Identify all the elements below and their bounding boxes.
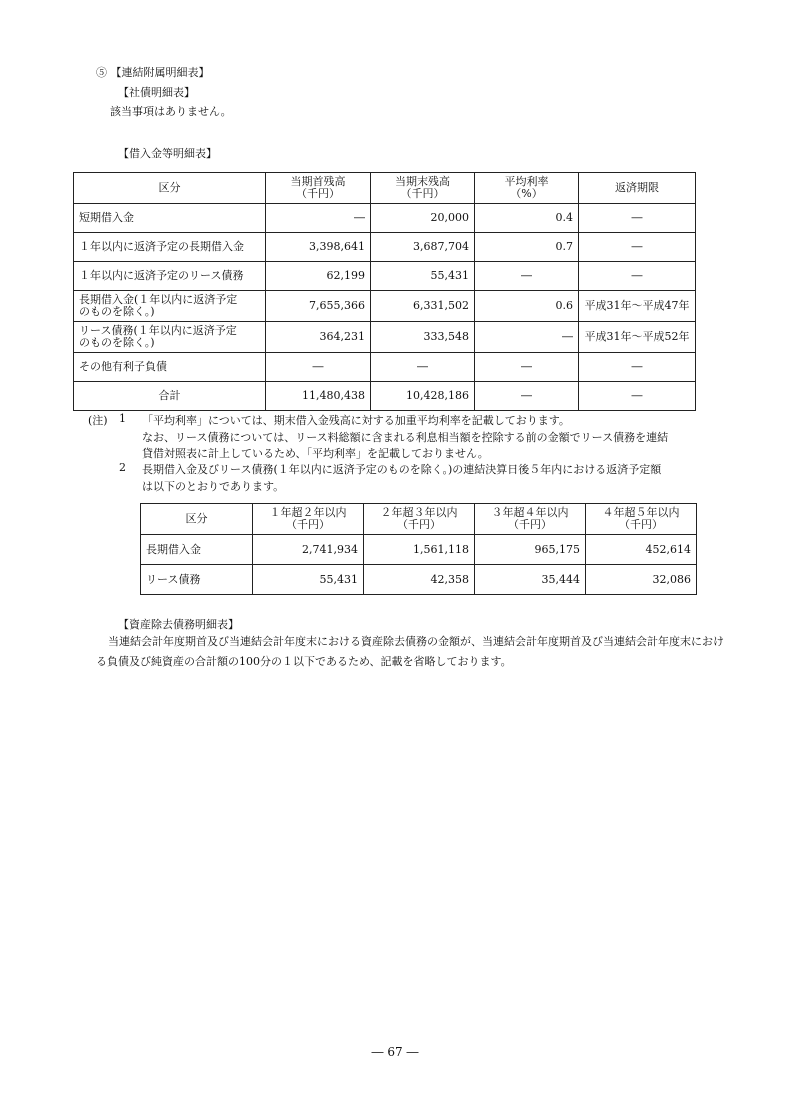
row-label: 合計 — [74, 382, 266, 411]
col-header: １年超２年以内 （千円） — [253, 504, 364, 535]
borrowings-heading: 【借入金等明細表】 — [118, 147, 217, 160]
table-row — [74, 322, 696, 353]
page-number: ― 67 ― — [371, 1045, 419, 1059]
cell: 3,398,641 — [266, 233, 371, 262]
note-1-line2: なお、リース債務については、リース料総額に含まれる利息相当額を控除する前の金額でリース債務を連結 — [142, 431, 669, 444]
cell: ― — [579, 233, 696, 262]
table-header-row — [141, 504, 697, 535]
cell: 364,231 — [266, 322, 371, 353]
cell: 452,614 — [586, 535, 697, 565]
table-row — [74, 262, 696, 291]
bonds-heading: 【社債明細表】 — [118, 86, 195, 99]
col-header: 区分 — [141, 504, 253, 535]
cell: 3,687,704 — [371, 233, 475, 262]
row-label: 短期借入金 — [74, 204, 266, 233]
cell: 6,331,502 — [371, 291, 475, 322]
cell: 965,175 — [475, 535, 586, 565]
cell: 11,480,438 — [266, 382, 371, 411]
cell: ― — [475, 382, 579, 411]
cell: 55,431 — [371, 262, 475, 291]
aro-text: 当連結会計年度期首及び当連結会計年度末における資産除去債務の金額が、当連結会計年度期首及び当連結会計年度末における負債及び純資産の合計額の100分の１以下であるため、記載を省略しております。 — [96, 635, 724, 668]
cell: 32,086 — [586, 565, 697, 595]
table-header-row — [74, 173, 696, 204]
table-row — [74, 233, 696, 262]
cell: 平成31年～平成52年 — [579, 322, 696, 353]
cell: 7,655,366 — [266, 291, 371, 322]
cell: ― — [475, 353, 579, 382]
col-header: 平均利率 （%） — [475, 173, 579, 204]
table-row — [74, 204, 696, 233]
cell: ― — [475, 262, 579, 291]
cell: ― — [579, 204, 696, 233]
cell: ― — [579, 382, 696, 411]
row-label: 長期借入金(１年以内に返済予定 のものを除く。) — [74, 291, 266, 322]
cell: 20,000 — [371, 204, 475, 233]
table-row — [141, 535, 697, 565]
notes-prefix: (注) — [88, 414, 108, 427]
cell: 10,428,186 — [371, 382, 475, 411]
repayment-schedule-table — [140, 503, 697, 595]
note-2-line2: は以下のとおりであります。 — [142, 480, 285, 493]
table-row — [141, 565, 697, 595]
col-header: ３年超４年以内 （千円） — [475, 504, 586, 535]
cell: 平成31年～平成47年 — [579, 291, 696, 322]
cell: 55,431 — [253, 565, 364, 595]
cell: 0.6 — [475, 291, 579, 322]
cell: ― — [579, 262, 696, 291]
aro-heading: 【資産除去債務明細表】 — [118, 618, 239, 631]
cell: ― — [266, 204, 371, 233]
cell: 0.4 — [475, 204, 579, 233]
cell: 333,548 — [371, 322, 475, 353]
cell: 62,199 — [266, 262, 371, 291]
note-1-number: 1 — [119, 412, 126, 425]
cell: 2,741,934 — [253, 535, 364, 565]
cell: 0.7 — [475, 233, 579, 262]
table-row-total — [74, 382, 696, 411]
note-1-line1: 「平均利率」については、期末借入金残高に対する加重平均利率を記載しております。 — [142, 414, 570, 427]
section-heading: ⑤ 【連結附属明細表】 — [96, 66, 210, 79]
col-header: 区分 — [74, 173, 266, 204]
col-header: 当期首残高 （千円） — [266, 173, 371, 204]
table-row — [74, 353, 696, 382]
cell: 42,358 — [364, 565, 475, 595]
row-label: １年以内に返済予定の長期借入金 — [74, 233, 266, 262]
row-label: その他有利子負債 — [74, 353, 266, 382]
row-label: リース債務(１年以内に返済予定 のものを除く。) — [74, 322, 266, 353]
col-header: ４年超５年以内 （千円） — [586, 504, 697, 535]
note-2-line1: 長期借入金及びリース債務(１年以内に返済予定のものを除く。)の連結決算日後５年内における返済予定額 — [142, 463, 662, 476]
cell: 1,561,118 — [364, 535, 475, 565]
note-1-line3: 貸借対照表に計上しているため、「平均利率」を記載しておりません。 — [142, 447, 489, 460]
row-label: リース債務 — [141, 565, 253, 595]
borrowings-table — [73, 172, 696, 411]
table-row — [74, 291, 696, 322]
bonds-text: 該当事項はありません。 — [110, 105, 232, 118]
col-header: ２年超３年以内 （千円） — [364, 504, 475, 535]
cell: ― — [579, 353, 696, 382]
row-label: １年以内に返済予定のリース債務 — [74, 262, 266, 291]
col-header: 当期末残高 （千円） — [371, 173, 475, 204]
cell: ― — [266, 353, 371, 382]
cell: ― — [371, 353, 475, 382]
row-label: 長期借入金 — [141, 535, 253, 565]
cell: 35,444 — [475, 565, 586, 595]
cell: ― — [475, 322, 579, 353]
col-header: 返済期限 — [579, 173, 696, 204]
note-2-number: 2 — [119, 461, 126, 474]
